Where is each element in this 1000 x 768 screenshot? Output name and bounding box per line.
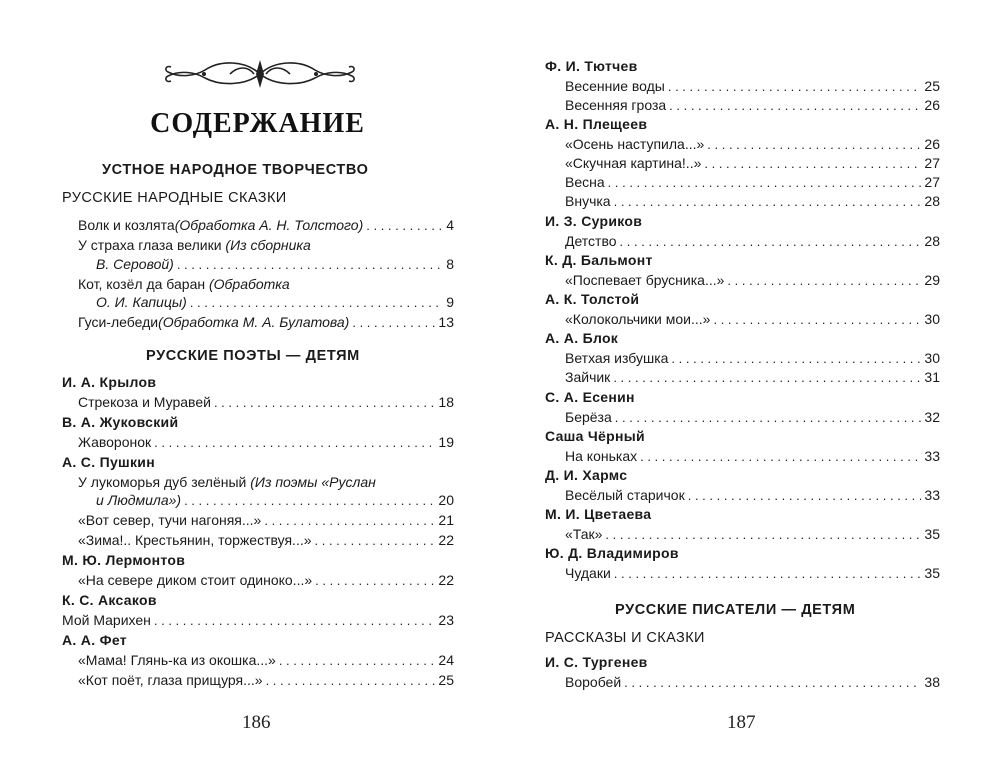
section-heading-poets: РУССКИЕ ПОЭТЫ — ДЕТЯМ: [146, 348, 360, 364]
entry-note: О. И. Капицы): [96, 294, 187, 310]
entry-title: «Скучная картина!..»: [565, 155, 702, 171]
entry-page: 22: [438, 572, 454, 588]
author-name: Саша Чёрный: [545, 428, 645, 444]
entry-page: 22: [438, 532, 454, 548]
toc-entry[interactable]: [78, 572, 454, 588]
entry-title: Берёза: [565, 409, 612, 425]
toc-entry[interactable]: [78, 217, 454, 233]
toc-entry[interactable]: [565, 487, 940, 503]
entry-page: 28: [924, 193, 940, 209]
entry-page: 32: [924, 409, 940, 425]
toc-entry-line: У страха глаза велики (Из сборника: [78, 237, 311, 253]
entry-page: 25: [924, 78, 940, 94]
entry-title: «Кот поёт, глаза прищуря...»: [78, 672, 263, 688]
toc-entry[interactable]: [78, 512, 454, 528]
dot-leader: [640, 449, 921, 464]
entry-title: «Поспевает брусника...»: [565, 272, 725, 288]
toc-entry[interactable]: [78, 652, 454, 668]
entry-page: 31: [924, 369, 940, 385]
toc-entry[interactable]: [96, 256, 454, 272]
author-name: Ю. Д. Владимиров: [545, 545, 679, 561]
entry-title: Весёлый старичок: [565, 487, 685, 503]
dot-leader: [620, 234, 922, 249]
author-name: С. А. Есенин: [545, 389, 635, 405]
entry-page: 18: [438, 394, 454, 410]
entry-page: 21: [438, 512, 454, 528]
toc-entry[interactable]: [565, 448, 940, 464]
toc-entry[interactable]: [96, 294, 454, 310]
toc-entry[interactable]: [565, 155, 940, 171]
section-heading-writers: РУССКИЕ ПИСАТЕЛИ — ДЕТЯМ: [615, 602, 856, 618]
dot-leader: [154, 435, 435, 450]
dot-leader: [613, 370, 921, 385]
contents-title: СОДЕРЖАНИЕ: [150, 108, 365, 139]
subheading-stories: РАССКАЗЫ И СКАЗКИ: [545, 630, 705, 646]
flourish-ornament-icon: [160, 56, 360, 92]
dot-leader: [184, 493, 435, 508]
entry-page: 29: [924, 272, 940, 288]
toc-entry[interactable]: [565, 193, 940, 209]
entry-page: 27: [924, 174, 940, 190]
toc-entry[interactable]: [565, 78, 940, 94]
author-name: М. Ю. Лермонтов: [62, 552, 186, 568]
entry-page: 9: [446, 294, 454, 310]
dot-leader: [727, 273, 921, 288]
entry-title: Стрекоза и Муравей: [78, 394, 211, 410]
dot-leader: [352, 315, 435, 330]
entry-page: 23: [438, 612, 454, 628]
author-name: А. С. Пушкин: [62, 454, 155, 470]
dot-leader: [608, 175, 922, 190]
dot-leader: [264, 513, 435, 528]
entry-title: Весенние воды: [565, 78, 665, 94]
dot-leader: [614, 194, 922, 209]
dot-leader: [279, 653, 436, 668]
dot-leader: [624, 675, 921, 690]
dot-leader: [671, 351, 921, 366]
dot-leader: [366, 218, 443, 233]
author-name: Ф. И. Тютчев: [545, 58, 638, 74]
toc-entry[interactable]: [565, 565, 940, 581]
entry-title: Чудаки: [565, 565, 611, 581]
author-name: А. А. Фет: [62, 632, 127, 648]
toc-entry[interactable]: [62, 612, 454, 628]
entry-page: 33: [924, 448, 940, 464]
author-name: И. С. Тургенев: [545, 654, 648, 670]
entry-title: Весенняя гроза: [565, 97, 667, 113]
entry-title: Ветхая избушка: [565, 350, 669, 366]
entry-title: «Колокольчики мои...»: [565, 311, 711, 327]
toc-entry[interactable]: [565, 233, 940, 249]
toc-entry[interactable]: [78, 394, 454, 410]
dot-leader: [154, 613, 436, 628]
toc-entry[interactable]: [565, 526, 940, 542]
author-name: А. К. Толстой: [545, 291, 640, 307]
subheading-folk-tales: РУССКИЕ НАРОДНЫЕ СКАЗКИ: [62, 190, 287, 206]
author-name: К. С. Аксаков: [62, 592, 157, 608]
right-page: [500, 0, 1000, 768]
entry-title: Мой Марихен: [62, 612, 151, 628]
entry-page: 25: [438, 672, 454, 688]
entry-page: 8: [446, 256, 454, 272]
entry-page: 20: [438, 492, 454, 508]
toc-entry-line: Кот, козёл да баран (Обработка: [78, 276, 290, 292]
toc-entry[interactable]: [78, 434, 454, 450]
dot-leader: [704, 156, 921, 171]
entry-note: (Обработка М. А. Булатова): [158, 314, 350, 330]
dot-leader: [669, 98, 921, 113]
dot-leader: [707, 137, 921, 152]
toc-entry[interactable]: [78, 672, 454, 688]
entry-title: «На севере диком стоит одиноко...»: [78, 572, 313, 588]
toc-entry[interactable]: [78, 314, 454, 330]
entry-page: 26: [924, 97, 940, 113]
entry-page: 19: [438, 434, 454, 450]
entry-page: 33: [924, 487, 940, 503]
entry-title: Внучка: [565, 193, 611, 209]
dot-leader: [668, 79, 922, 94]
dot-leader: [266, 673, 436, 688]
toc-entry[interactable]: [565, 409, 940, 425]
entry-page: 27: [924, 155, 940, 171]
page-number: 187: [727, 712, 756, 733]
toc-entry[interactable]: [565, 311, 940, 327]
entry-title: На коньках: [565, 448, 638, 464]
toc-entry[interactable]: [96, 492, 454, 508]
dot-leader: [214, 395, 435, 410]
dot-leader: [177, 257, 443, 272]
dot-leader: [713, 312, 921, 327]
toc-entry[interactable]: [565, 369, 940, 385]
author-name: К. Д. Бальмонт: [545, 252, 653, 268]
entry-page: 26: [924, 136, 940, 152]
entry-title: «Зима!.. Крестьянин, торжествуя...»: [78, 532, 312, 548]
toc-entry[interactable]: [565, 350, 940, 366]
section-heading-oral: УСТНОЕ НАРОДНОЕ ТВОРЧЕСТВО: [102, 162, 369, 178]
dot-leader: [614, 566, 922, 581]
entry-title: «Мама! Глянь-ка из окошка...»: [78, 652, 276, 668]
entry-note: и Людмила»): [96, 492, 182, 508]
entry-note: В. Серовой): [96, 256, 174, 272]
entry-page: 28: [924, 233, 940, 249]
toc-entry-line: У лукоморья дуб зелёный (Из поэмы «Руслан: [78, 474, 376, 490]
author-name: А. Н. Плещеев: [545, 116, 648, 132]
page-number: 186: [242, 712, 271, 733]
toc-entry[interactable]: [565, 174, 940, 190]
entry-title: Жаворонок: [78, 434, 152, 450]
entry-title: Весна: [565, 174, 605, 190]
dot-leader: [615, 410, 922, 425]
entry-page: 35: [924, 526, 940, 542]
author-name: И. А. Крылов: [62, 374, 157, 390]
entry-title: Зайчик: [565, 369, 611, 385]
dot-leader: [315, 533, 436, 548]
toc-entry[interactable]: [565, 272, 940, 288]
entry-title: Волк и козлята: [78, 217, 175, 233]
dot-leader: [190, 295, 443, 310]
entry-page: 38: [924, 674, 940, 690]
author-name: И. З. Суриков: [545, 213, 643, 229]
entry-page: 4: [446, 217, 454, 233]
toc-entry[interactable]: [565, 97, 940, 113]
entry-title: «Так»: [565, 526, 603, 542]
entry-title: Воробей: [565, 674, 622, 690]
entry-title: «Осень наступила...»: [565, 136, 705, 152]
entry-note: (Обработка А. Н. Толстого): [174, 217, 364, 233]
entry-page: 24: [438, 652, 454, 668]
entry-page: 35: [924, 565, 940, 581]
entry-title: Гуси-лебеди: [78, 314, 159, 330]
dot-leader: [315, 573, 435, 588]
entry-title: «Вот север, тучи нагоняя...»: [78, 512, 262, 528]
author-name: В. А. Жуковский: [62, 414, 179, 430]
author-name: А. А. Блок: [545, 330, 619, 346]
dot-leader: [688, 488, 922, 503]
entry-page: 13: [438, 314, 454, 330]
toc-entry[interactable]: [565, 136, 940, 152]
entry-page: 30: [924, 311, 940, 327]
toc-entry[interactable]: [78, 532, 454, 548]
dot-leader: [605, 527, 921, 542]
author-name: М. И. Цветаева: [545, 506, 652, 522]
entry-page: 30: [924, 350, 940, 366]
toc-entry[interactable]: [565, 674, 940, 690]
author-name: Д. И. Хармс: [545, 467, 628, 483]
entry-title: Детство: [565, 233, 617, 249]
